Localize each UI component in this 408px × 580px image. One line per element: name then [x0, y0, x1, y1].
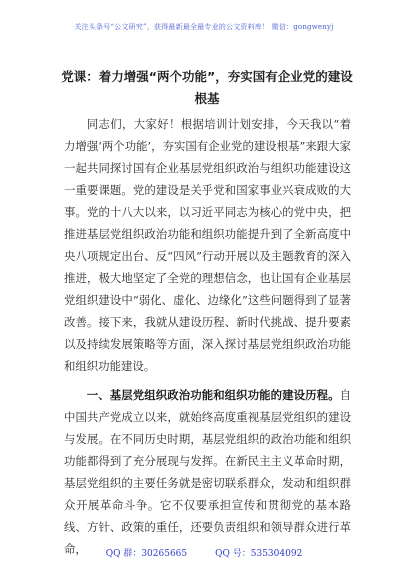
section-body-text: 自中国共产党成立以来，就始终高度重视基层党组织的建设与发展。在不同历史时期，基层党组织的政治功能和组织功能都得到了充分展现与发挥。在新民主主义革命时期，基层党组织的主要任务就是密切联系群众，发动和组织群众开展革命斗争。它不仅要承担宣传和贯彻党的基本路线、方针、政策的重任，还要负责组织和领导群众进行革命，: [64, 388, 351, 556]
section-paragraph: [64, 384, 351, 560]
qq-number-text: QQ 号：535304092: [215, 549, 303, 559]
header-notice: 关注头条号“公文研究”，获得最新最全最专业的公文资料库！ 微信：gongwenyj: [74, 23, 334, 31]
document-title: 党课：着力增强“两个功能”，夯实国有企业党的建设根基: [61, 69, 353, 106]
intro-paragraph: 同志们，大家好！根据培训计划安排，今天我以“着力增强‘两个功能’，夯实国有企业党的建设根基”来跟大家一起共同探讨国有企业基层党组织政治与组织功能建设这一重要课题。党的建设是关乎党和国家事业兴衰成败的大事。党的十八大以来，以习近平同志为核心的党中央，把推进基层党组织政治功能和组织功能提升到了全新高度中央八项规定出台、反“四风”行动开展以及主题教育的深入推进，极大地坚定了全党的理想信念，也让国有企业基层党组织建设中“弱化、虚化、边缘化”这些问题得到了显著改善。接下来，我就从建设历程、新时代挑战、提升要素以及持续发展策略等方面，深入探讨基层党组织政治功能和组织功能建设。: [64, 117, 351, 373]
footer-contact: [0, 546, 408, 559]
qq-group-text: QQ 群：30265665: [105, 549, 188, 559]
section-heading: 一、基层党组织政治功能和组织功能的建设历程。: [86, 388, 340, 402]
document-body: [64, 113, 351, 560]
